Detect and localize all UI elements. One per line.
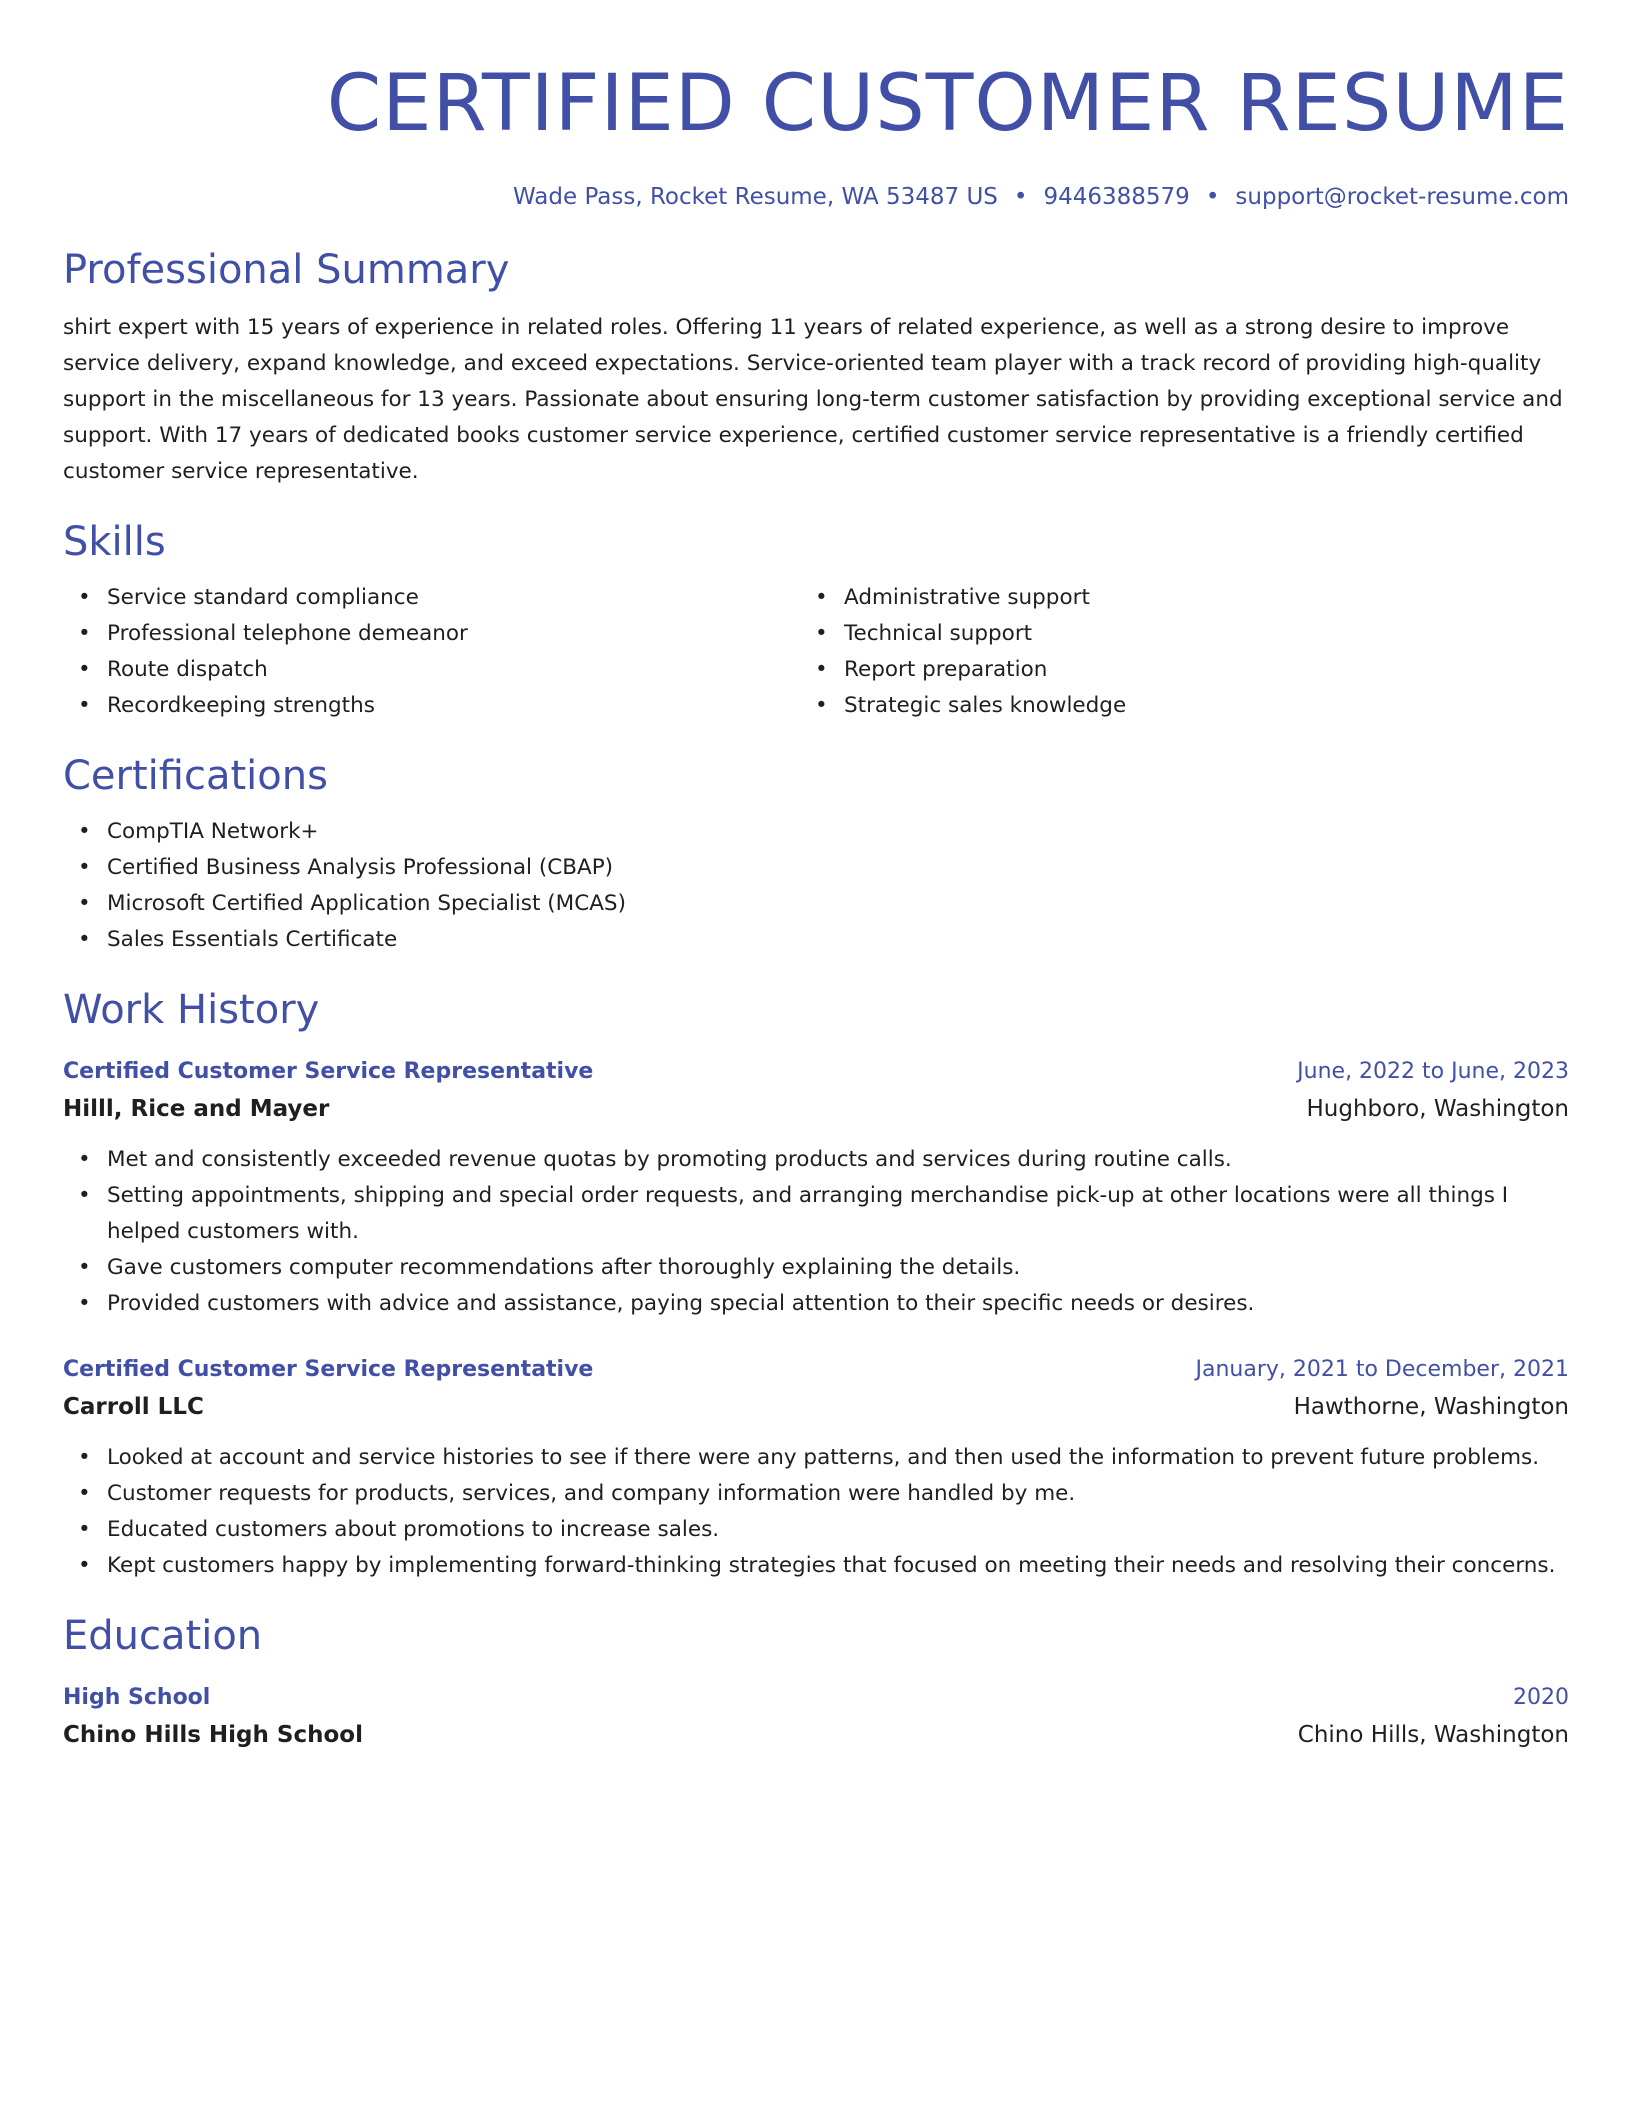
job-bullet: • Provided customers with advice and assistance, paying special attention to their specific needs or desires. xyxy=(78,1291,1255,1316)
certification-item: • Microsoft Certified Application Specialist (MCAS) xyxy=(78,891,626,916)
job-bullet-text: Customer requests for products, services, and company information were handled by me. xyxy=(107,1481,1076,1506)
job-title-row xyxy=(63,1352,1569,1388)
contact-phone: 9446388579 xyxy=(1043,184,1190,210)
job-bullet: • Gave customers computer recommendations after thoroughly explaining the details. xyxy=(78,1255,1021,1280)
certifications-heading: Certifications xyxy=(63,753,328,799)
certifications-section xyxy=(63,750,1569,958)
job-company: Carroll LLC xyxy=(63,1394,204,1420)
job-bullet-text: Educated customers about promotions to increase sales. xyxy=(107,1517,720,1542)
education-degree-row xyxy=(63,1680,1569,1716)
education-school: Chino Hills High School xyxy=(63,1722,363,1748)
education-entry xyxy=(63,1680,1569,1754)
job-title: Certified Customer Service Representative xyxy=(63,1357,594,1382)
contact-separator: • xyxy=(1013,184,1028,210)
skill-label: Technical support xyxy=(844,621,1033,646)
job-bullet-text: Setting appointments, shipping and special order requests, and arranging merchandise pick-up at other locations were all things I helped customers with. xyxy=(107,1183,1509,1244)
job-dates: January, 2021 to December, 2021 xyxy=(1195,1357,1569,1382)
job-company-row xyxy=(63,1388,1569,1426)
skill-item: • Professional telephone demeanor xyxy=(78,621,468,646)
job-bullet-text: Kept customers happy by implementing forward-thinking strategies that focused on meeting their needs and resolving their concerns. xyxy=(107,1553,1556,1578)
summary-text: shirt expert with 15 years of experience in related roles. Offering 11 years of related experience, as well as a strong desire to improve service delivery, expand knowledge, and exceed expectations. Service-oriented team player with a track record of providing high-quality support in the miscellaneous for 13 years. Passionate about ensuring long-term customer satisfaction by providing exceptional service and support. With 17 years of dedicated books customer service experience, certified customer service representative is a friendly certified customer service representative. xyxy=(63,315,1563,484)
education-school-row xyxy=(63,1716,1569,1754)
skill-item: • Strategic sales knowledge xyxy=(815,693,1127,718)
job-title-row xyxy=(63,1054,1569,1090)
job-bullet-text: Looked at account and service histories to see if there were any patterns, and then used the information to prevent future problems. xyxy=(107,1445,1540,1470)
skill-item: • Administrative support xyxy=(815,585,1090,610)
skills-list-left xyxy=(63,580,800,724)
skills-heading: Skills xyxy=(63,519,166,565)
skills-section xyxy=(63,516,1569,724)
education-section xyxy=(63,1610,1569,1754)
job-entry xyxy=(63,1352,1569,1584)
job-bullet-text: Provided customers with advice and assistance, paying special attention to their specific needs or desires. xyxy=(107,1291,1255,1316)
certification-label: CompTIA Network+ xyxy=(107,819,319,844)
certification-item: • CompTIA Network+ xyxy=(78,819,319,844)
certification-label: Certified Business Analysis Professional (CBAP) xyxy=(107,855,614,880)
job-company-row xyxy=(63,1090,1569,1128)
work-history-section xyxy=(63,984,1569,1584)
job-bullet: • Customer requests for products, services, and company information were handled by me. xyxy=(78,1481,1076,1506)
certification-label: Sales Essentials Certificate xyxy=(107,927,398,952)
contact-email: support@rocket-resume.com xyxy=(1235,184,1569,210)
job-bullet: • Setting appointments, shipping and special order requests, and arranging merchandise pick-up at other locations were all things I helped customers with. xyxy=(78,1183,1509,1244)
skill-label: Strategic sales knowledge xyxy=(844,693,1127,718)
skill-label: Route dispatch xyxy=(107,657,268,682)
certification-item: • Sales Essentials Certificate xyxy=(78,927,398,952)
summary-heading: Professional Summary xyxy=(63,247,510,293)
resume-header xyxy=(63,54,1569,212)
job-bullets xyxy=(63,1142,1569,1322)
job-dates: June, 2022 to June, 2023 xyxy=(1297,1059,1569,1084)
work-history-heading: Work History xyxy=(63,987,320,1033)
job-entry xyxy=(63,1054,1569,1322)
education-location: Chino Hills, Washington xyxy=(1297,1722,1569,1748)
job-location: Hawthorne, Washington xyxy=(1293,1394,1569,1420)
skill-label: Recordkeeping strengths xyxy=(107,693,375,718)
certification-label: Microsoft Certified Application Specialist (MCAS) xyxy=(107,891,626,916)
education-heading: Education xyxy=(63,1613,263,1659)
skill-label: Professional telephone demeanor xyxy=(107,621,468,646)
skills-list-right xyxy=(800,580,1537,724)
skill-item: • Route dispatch xyxy=(78,657,268,682)
contact-separator: • xyxy=(1205,184,1220,210)
job-title: Certified Customer Service Representative xyxy=(63,1059,594,1084)
job-company: Hilll, Rice and Mayer xyxy=(63,1096,330,1122)
skill-label: Report preparation xyxy=(844,657,1048,682)
education-degree: High School xyxy=(63,1685,211,1710)
skill-item: • Technical support xyxy=(815,621,1033,646)
education-year: 2020 xyxy=(1513,1685,1569,1710)
job-bullet-text: Gave customers computer recommendations after thoroughly explaining the details. xyxy=(107,1255,1021,1280)
skill-label: Service standard compliance xyxy=(107,585,419,610)
job-bullet: • Kept customers happy by implementing forward-thinking strategies that focused on meeting their needs and resolving their concerns. xyxy=(78,1553,1556,1578)
job-bullet: • Educated customers about promotions to increase sales. xyxy=(78,1517,720,1542)
certifications-list xyxy=(63,814,1569,958)
skill-item: • Recordkeeping strengths xyxy=(78,693,375,718)
job-bullet-text: Met and consistently exceeded revenue quotas by promoting products and services during routine calls. xyxy=(107,1147,1232,1172)
certification-item: • Certified Business Analysis Professional (CBAP) xyxy=(78,855,614,880)
job-bullet: • Looked at account and service histories to see if there were any patterns, and then used the information to prevent future problems. xyxy=(78,1445,1540,1470)
skill-label: Administrative support xyxy=(844,585,1090,610)
contact-address: Wade Pass, Rocket Resume, WA 53487 US xyxy=(513,184,998,210)
job-bullet: • Met and consistently exceeded revenue quotas by promoting products and services during routine calls. xyxy=(78,1147,1232,1172)
job-location: Hughboro, Washington xyxy=(1306,1096,1569,1122)
contact-line xyxy=(63,182,1569,212)
skill-item: • Report preparation xyxy=(815,657,1048,682)
skill-item: • Service standard compliance xyxy=(78,585,419,610)
skills-grid xyxy=(63,580,1569,724)
resume-name: CERTIFIED CUSTOMER RESUME xyxy=(326,59,1569,149)
job-bullets xyxy=(63,1440,1569,1584)
